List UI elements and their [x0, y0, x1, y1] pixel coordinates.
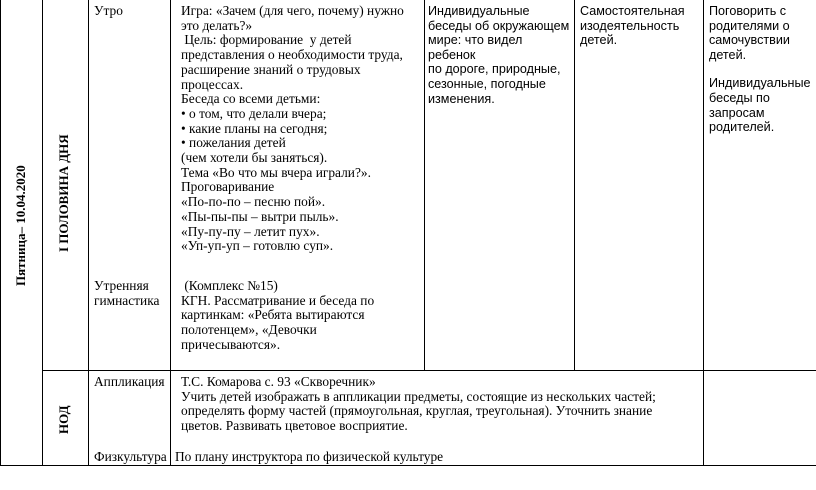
column-border — [170, 0, 171, 465]
text-line: • о том, что делали вчера; — [181, 105, 327, 121]
text-line: родителями о — [709, 18, 790, 33]
gymnastics-description — [181, 279, 421, 353]
text-line: Поговорить с — [709, 4, 787, 18]
section-label-morning: I ПОЛОВИНА ДНЯ — [56, 134, 71, 252]
activity-applique — [94, 375, 170, 390]
text-line: детей. — [580, 33, 618, 48]
text-line: сезонные, погодные — [428, 76, 546, 91]
text-line: причесываются». — [181, 336, 281, 352]
text-line: • какие планы на сегодня; — [181, 120, 328, 136]
applique-description — [181, 375, 701, 434]
column-border — [574, 0, 575, 371]
text-line: По плану инструктора по физической культуре — [175, 449, 444, 464]
text-line: изодеятельность — [580, 18, 680, 33]
text-line: мире: что видел ребенок — [428, 33, 523, 62]
text-line: определять форму частей (прямоугольная, круглая, треугольная). Уточнить знание — [181, 403, 653, 419]
text-line: детей. — [709, 47, 747, 62]
day-label: Пятница– 10.04.2020 — [13, 165, 28, 286]
text-line: (чем хотели бы заняться). — [181, 150, 328, 166]
text-line: «Пу-пу-пу – летит пух». — [181, 223, 320, 239]
text-line: Тема «Во что мы вчера играли?». — [181, 164, 371, 180]
text-line: представления о необходимости труда, — [181, 47, 403, 63]
activity-label: Утро — [94, 3, 123, 18]
text-line: «Уп-уп-уп – готовлю суп». — [181, 238, 334, 254]
column-border — [42, 0, 43, 465]
text-line: Т.С. Комарова с. 93 «Скворечник» — [181, 374, 376, 389]
pe-description — [175, 450, 695, 465]
text-line: Игра: «Зачем (для чего, почему) нужно — [181, 3, 404, 18]
activity-label: Физкультура — [94, 449, 167, 464]
activity-pe — [94, 450, 170, 465]
row-border — [42, 370, 816, 371]
text-line: Проговаривание — [181, 179, 275, 195]
game-description — [181, 4, 421, 254]
text-line: «По-по-по – песню пой». — [181, 194, 326, 210]
activity-gymnastics — [94, 279, 168, 308]
text-line: Учить детей изображать в аппликации предметы, состоящие из нескольких частей; — [181, 388, 656, 404]
text-line: запросам — [709, 105, 765, 120]
text-line: беседы об окружающем — [428, 18, 570, 33]
text-line: по дороге, природные, — [428, 62, 561, 77]
independent-activity — [580, 4, 700, 48]
text-line: беседы по — [709, 90, 770, 105]
column-border — [424, 0, 425, 371]
column-border — [0, 0, 1, 465]
parents-interaction — [709, 4, 813, 135]
text-line: цветов. Развивать цветовое восприятие. — [181, 418, 408, 434]
activity-morning — [94, 4, 168, 19]
text-line: КГН. Рассматривание и беседа по — [181, 292, 375, 308]
text-line: картинкам: «Ребята вытираются — [181, 307, 365, 323]
text-line: изменения. — [428, 91, 495, 106]
activity-label: Аппликация — [94, 374, 165, 389]
section-label-nod: НОД — [56, 405, 71, 434]
text-line: процессах. — [181, 76, 244, 92]
text-line: Беседа со всеми детьми: — [181, 91, 321, 107]
column-border — [88, 0, 89, 465]
text-line: • пожелания детей — [181, 135, 286, 151]
text-line: «Пы-пы-пы – вытри пыль». — [181, 208, 339, 224]
text-line: Цель: формирование у детей — [181, 32, 352, 48]
activity-label: гимнастика — [94, 292, 160, 308]
text-line: Индивидуальные — [428, 4, 530, 18]
text-line: Самостоятельная — [580, 4, 685, 18]
text-line: самочувствии — [709, 33, 790, 48]
text-line: родителей. — [709, 120, 775, 135]
activity-label: Утренняя — [94, 278, 149, 293]
individual-work — [428, 4, 572, 106]
text-line: Индивидуальные — [709, 76, 811, 91]
text-line: это делать?» — [181, 17, 253, 33]
text-line: (Комплекс №15) — [181, 278, 278, 293]
text-line: полотенцем», «Девочки — [181, 322, 317, 338]
row-border — [0, 465, 816, 466]
text-line: расширение знаний о трудовых — [181, 61, 361, 77]
column-border — [703, 0, 704, 465]
